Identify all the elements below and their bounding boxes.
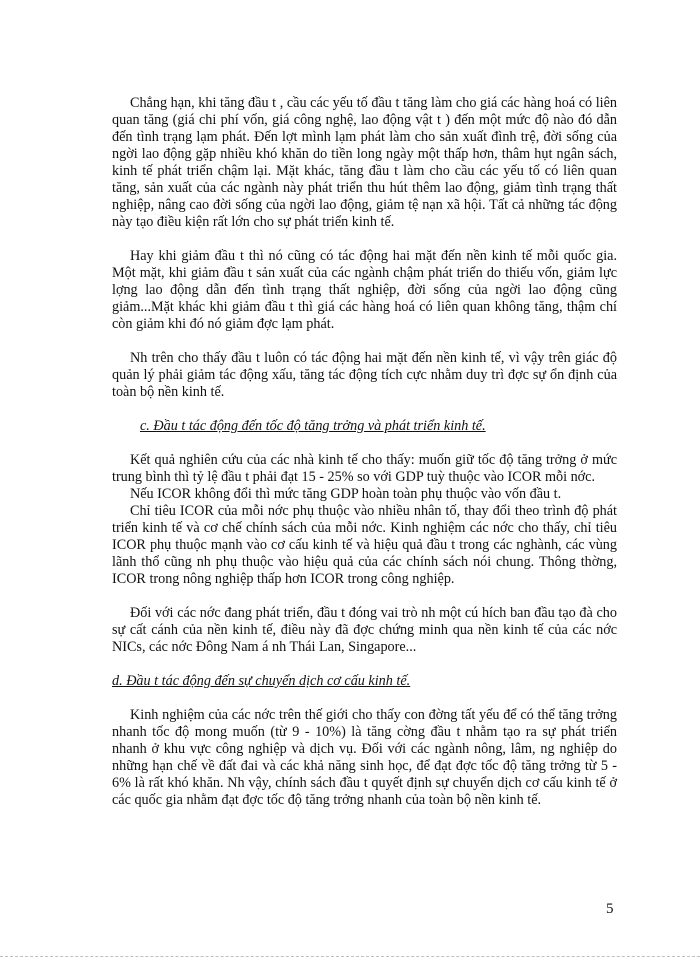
paragraph: Nếu ICOR không đổi thì mức tăng GDP hoàn toàn phụ thuộc vào vốn đầu t. bbox=[130, 486, 562, 502]
paragraph: Đối với các nớc đang phát triển, đầu t đóng vai trò nh một cú hích ban đầu tạo đà cho sự cất cánh của nền kinh tế, điều này đã đợc chứng minh qua nền kinh tế của các nớc NICs, các nớc Đông Nam á nh Thái Lan, Singapore... bbox=[112, 605, 617, 655]
page-bottom-divider bbox=[0, 956, 700, 957]
paragraph: Kinh nghiệm của các nớc trên thế giới cho thấy con đờng tất yếu để có thể tăng trởng nhanh tốc độ mong muốn (từ 9 - 10%) là tăng cờng đầu t nhằm tạo ra sự phát triển nhanh ở khu vực công nghiệp và dịch vụ. Đối với các ngành nông, lâm, ng nghiệp do những hạn chế về đất đai và các khả năng sinh học, để đạt đợc tốc độ tăng trởng từ 5 - 6% là rất khó khăn. Nh vậy, chính sách đầu t quyết định sự chuyển dịch cơ cấu kinh tế ở các quốc gia nhằm đạt đợc tốc độ tăng trởng nhanh của toàn bộ nền kinh tế. bbox=[112, 707, 617, 808]
paragraph: Hay khi giảm đầu t thì nó cũng có tác động hai mặt đến nền kinh tế mỗi quốc gia. Một mặt, khi giảm đầu t sản xuất của các ngành chậm phát triển do thiếu vốn, giảm lực lợng lao động dẫn đến tình trạng thất nghiệp, đời sống của ngời lao động cũng giảm...Mặt khác khi giảm đầu t thì giá các hàng hoá có liên quan không tăng, thậm chí còn giảm khi đó nó giảm đợc lạm phát. bbox=[112, 248, 617, 332]
paragraph: Chẳng hạn, khi tăng đầu t , cầu các yếu tố đầu t tăng làm cho giá các hàng hoá có liên quan tăng (giá chi phí vốn, giá công nghệ, lao động vật t ) đến một mức độ nào đó dẫn đến tình trạng lạm phát. Đến lợt mình lạm phát làm cho sản xuất đình trệ, đời sống của ngời lao động gặp nhiều khó khăn do tiền long ngày một thấp hơn, thâm hụt ngân sách, kinh tế phát triển chậm lại. Mặt khác, tăng đầu t làm cho cầu các yếu tố có liên quan tăng, sản xuất của các ngành này phát triển thu hút thêm lao động, giảm tình trạng thất nghiệp, nâng cao đời sống của ngời lao động, giảm tệ nạn xã hội. Tất cả những tác động này tạo điều kiện rất lớn cho sự phát triển kinh tế. bbox=[112, 95, 617, 230]
paragraph: Nh trên cho thấy đầu t luôn có tác động hai mặt đến nền kinh tế, vì vậy trên giác độ quản lý phải giảm tác động xấu, tăng tác động tích cực nhằm duy trì đợc sự ổn định của toàn bộ nền kinh tế. bbox=[112, 350, 617, 400]
section-heading-d: d. Đầu t tác động đến sự chuyển dịch cơ cấu kinh tế. bbox=[112, 673, 411, 689]
page-number: 5 bbox=[606, 901, 614, 917]
document-body bbox=[112, 95, 617, 809]
section-heading-c: c. Đầu t tác động đến tốc độ tăng trởng và phát triển kinh tế. bbox=[140, 418, 486, 434]
paragraph: Kết quả nghiên cứu của các nhà kinh tế cho thấy: muốn giữ tốc độ tăng trởng ở mức trung bình thì tỷ lệ đầu t phải đạt 15 - 25% so với GDP tuỳ thuộc vào ICOR mỗi nớc. bbox=[112, 452, 617, 485]
paragraph: Chỉ tiêu ICOR của mỗi nớc phụ thuộc vào nhiều nhân tố, thay đổi theo trình độ phát triển kinh tế và cơ chế chính sách của mỗi nớc. Kinh nghiệm các nớc cho thấy, chỉ tiêu ICOR phụ thuộc mạnh vào cơ cấu kinh tế và hiệu quả đầu t trong các nghành, các vùng lãnh thổ cũng nh phụ thuộc vào hiệu quả của các chính sách nói chung. Thông thờng, ICOR trong nông nghiệp thấp hơn ICOR trong công nghiệp. bbox=[112, 503, 617, 587]
